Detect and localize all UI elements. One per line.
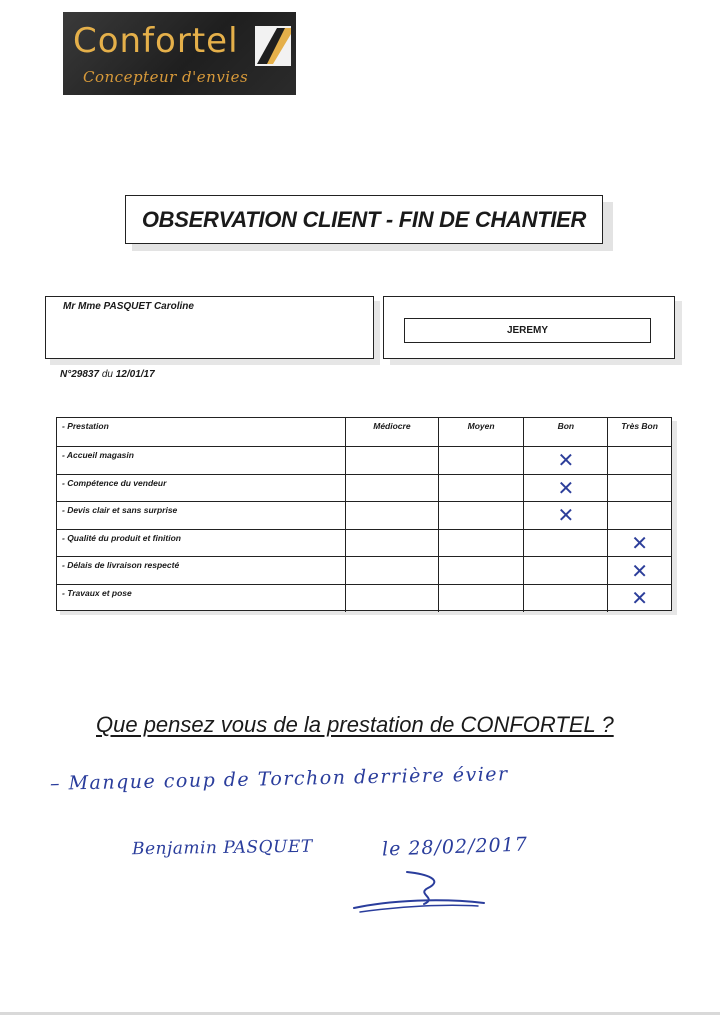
logo-brand-text: Confortel (73, 21, 239, 61)
installer-name: JEREMY (506, 325, 549, 336)
rating-cell (346, 447, 439, 474)
rating-cell (524, 502, 608, 529)
rating-cell (608, 502, 671, 529)
order-date: 12/01/17 (115, 369, 155, 380)
row-label: - Accueil magasin (57, 447, 346, 474)
rating-cell (346, 585, 439, 612)
rating-cell (439, 530, 525, 557)
order-du: du (101, 369, 113, 380)
check-mark-icon: ✕ (631, 586, 648, 611)
rating-cell (439, 475, 525, 502)
confortel-logo (63, 12, 296, 95)
page-title: OBSERVATION CLIENT - FIN DE CHANTIER (141, 206, 587, 232)
rating-cell (608, 530, 671, 557)
handwritten-signature-date: le 28/02/2017 (381, 833, 529, 861)
logo-slash-icon (255, 26, 291, 66)
title-box (125, 195, 603, 244)
rating-cell (524, 475, 608, 502)
row-label: - Délais de livraison respecté (57, 557, 346, 584)
rating-cell (524, 447, 608, 474)
check-mark-icon: ✕ (557, 475, 575, 500)
rating-cell (346, 557, 439, 584)
table-row (57, 447, 671, 474)
signature-scribble (352, 870, 487, 914)
header-mediocre: Médiocre (346, 418, 439, 446)
table-row (57, 557, 671, 584)
rating-cell (346, 475, 439, 502)
row-label: - Devis clair et sans surprise (57, 502, 346, 529)
check-mark-icon: ✕ (557, 503, 575, 528)
handwritten-comment: – Manque coup de Torchon derrière évier (49, 763, 509, 795)
question-heading: Que pensez vous de la prestation de CONFORTEL ? (96, 712, 614, 737)
rating-table (56, 417, 672, 611)
rating-cell (439, 557, 525, 584)
rating-cell (346, 530, 439, 557)
table-row (57, 585, 671, 612)
rating-cell (608, 585, 671, 612)
table-row (57, 530, 671, 557)
header-tres-bon: Très Bon (621, 421, 658, 431)
order-prefix: N° (60, 369, 72, 380)
rating-cell (524, 585, 608, 612)
order-number: 29837 (71, 369, 100, 380)
rating-cell (439, 447, 525, 474)
client-name: Mr Mme PASQUET Caroline (63, 301, 194, 312)
table-row (57, 502, 671, 529)
check-mark-icon: ✕ (631, 531, 648, 556)
installer-box (383, 296, 675, 359)
rating-cell (346, 502, 439, 529)
client-box (45, 296, 374, 359)
row-label: - Qualité du produit et finition (57, 530, 346, 557)
rating-cell (524, 557, 608, 584)
rating-cell (608, 447, 671, 474)
rating-cell (439, 502, 525, 529)
rating-cell (608, 557, 671, 584)
table-header-row (57, 418, 671, 446)
page-edge-line (0, 1012, 720, 1015)
rating-cell (524, 530, 608, 557)
rating-cell (439, 585, 525, 612)
row-label: - Compétence du vendeur (57, 475, 346, 502)
header-moyen: Moyen (439, 418, 525, 446)
order-reference (60, 369, 155, 380)
table-row (57, 475, 671, 502)
rating-cell (608, 475, 671, 502)
check-mark-icon: ✕ (631, 558, 648, 583)
check-mark-icon: ✕ (557, 448, 575, 473)
installer-name-field (404, 318, 651, 343)
header-prestation: - Prestation (57, 418, 346, 446)
row-label: - Travaux et pose (57, 585, 346, 612)
header-bon: Bon (524, 418, 608, 446)
logo-tagline: Concepteur d'envies (83, 68, 249, 86)
handwritten-signature-name: Benjamin PASQUET (131, 836, 313, 860)
